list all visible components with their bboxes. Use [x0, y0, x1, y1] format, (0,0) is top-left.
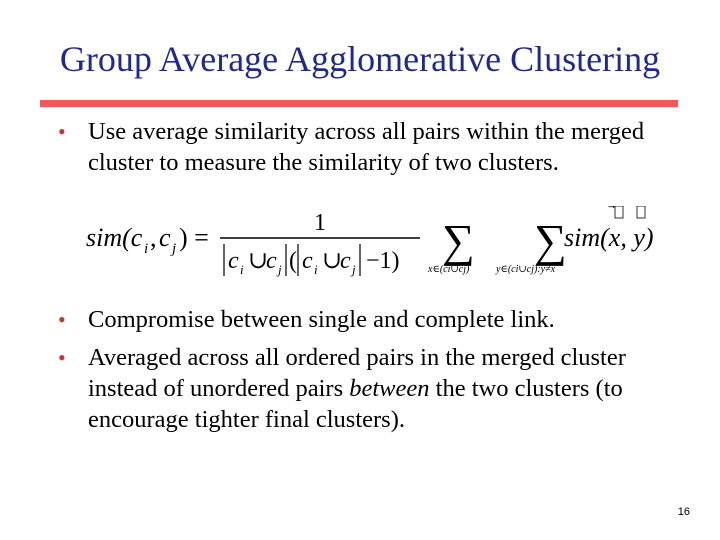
denom-union-2: ∪ [322, 248, 343, 274]
formula-lhs-sub-j: j [172, 241, 177, 257]
sigma-1-sub: x∈(ci∪cj) [428, 264, 470, 275]
vector-mark-x [608, 206, 615, 209]
denom-cj-2: c [340, 248, 351, 274]
denom-paren-open: ( [289, 248, 297, 274]
denom-ci-sub: i [240, 262, 244, 277]
sigma-2: ∑ [534, 215, 567, 266]
formula-lhs: sim(c [86, 223, 143, 252]
denom-ci-2: c [302, 248, 313, 274]
sigma-1: ∑ [442, 215, 475, 266]
formula-lhs-sub-i: i [144, 241, 149, 257]
bullet-2-text: Compromise between single and complete link. [88, 306, 555, 333]
bullet-1-text: Use average similarity across all pairs within the merged cluster to measure the similarity of two clusters. [88, 118, 645, 176]
bullet-dot: • [58, 345, 66, 370]
vector-box-x [615, 206, 623, 218]
denom-cj-2-sub: j [352, 262, 356, 277]
bullet-1 [58, 116, 698, 178]
denom-ci: c [228, 248, 239, 274]
bullet-3-text-before: Averaged across all ordered pairs in the merged cluster instead of unordered pairs [88, 344, 626, 402]
denom-ci-2-sub: i [314, 262, 318, 277]
bullet-2 [58, 304, 698, 335]
bullet-dot: • [58, 307, 66, 332]
title-divider-bar [40, 100, 678, 107]
title-divider [40, 100, 678, 107]
denom-minus-one: −1) [366, 248, 400, 274]
denom-cj-sub: j [278, 262, 282, 277]
formula-lhs-cj: c [159, 223, 171, 252]
page-number: 16 [677, 506, 690, 518]
bullet-dot: • [58, 119, 66, 144]
denom-cj: c [266, 248, 277, 274]
formula-numerator: 1 [314, 210, 326, 236]
sigma-2-sub: y∈(ci∪cj):y≠x [496, 264, 556, 275]
bullet-3 [58, 342, 698, 435]
sum-term: sim(x, y) [564, 223, 654, 252]
vector-box-y [637, 206, 645, 218]
group-average-formula [86, 206, 676, 286]
bullet-3-text-after: the two clusters (to encourage tighter final clusters). [88, 375, 623, 433]
formula-lhs-comma: , [150, 223, 157, 252]
formula-lhs-close: ) = [179, 223, 209, 252]
slide-title: Group Average Agglomerative Clustering [59, 39, 661, 79]
denom-union: ∪ [248, 248, 269, 274]
bullet-3-emphasis: between [349, 375, 430, 402]
